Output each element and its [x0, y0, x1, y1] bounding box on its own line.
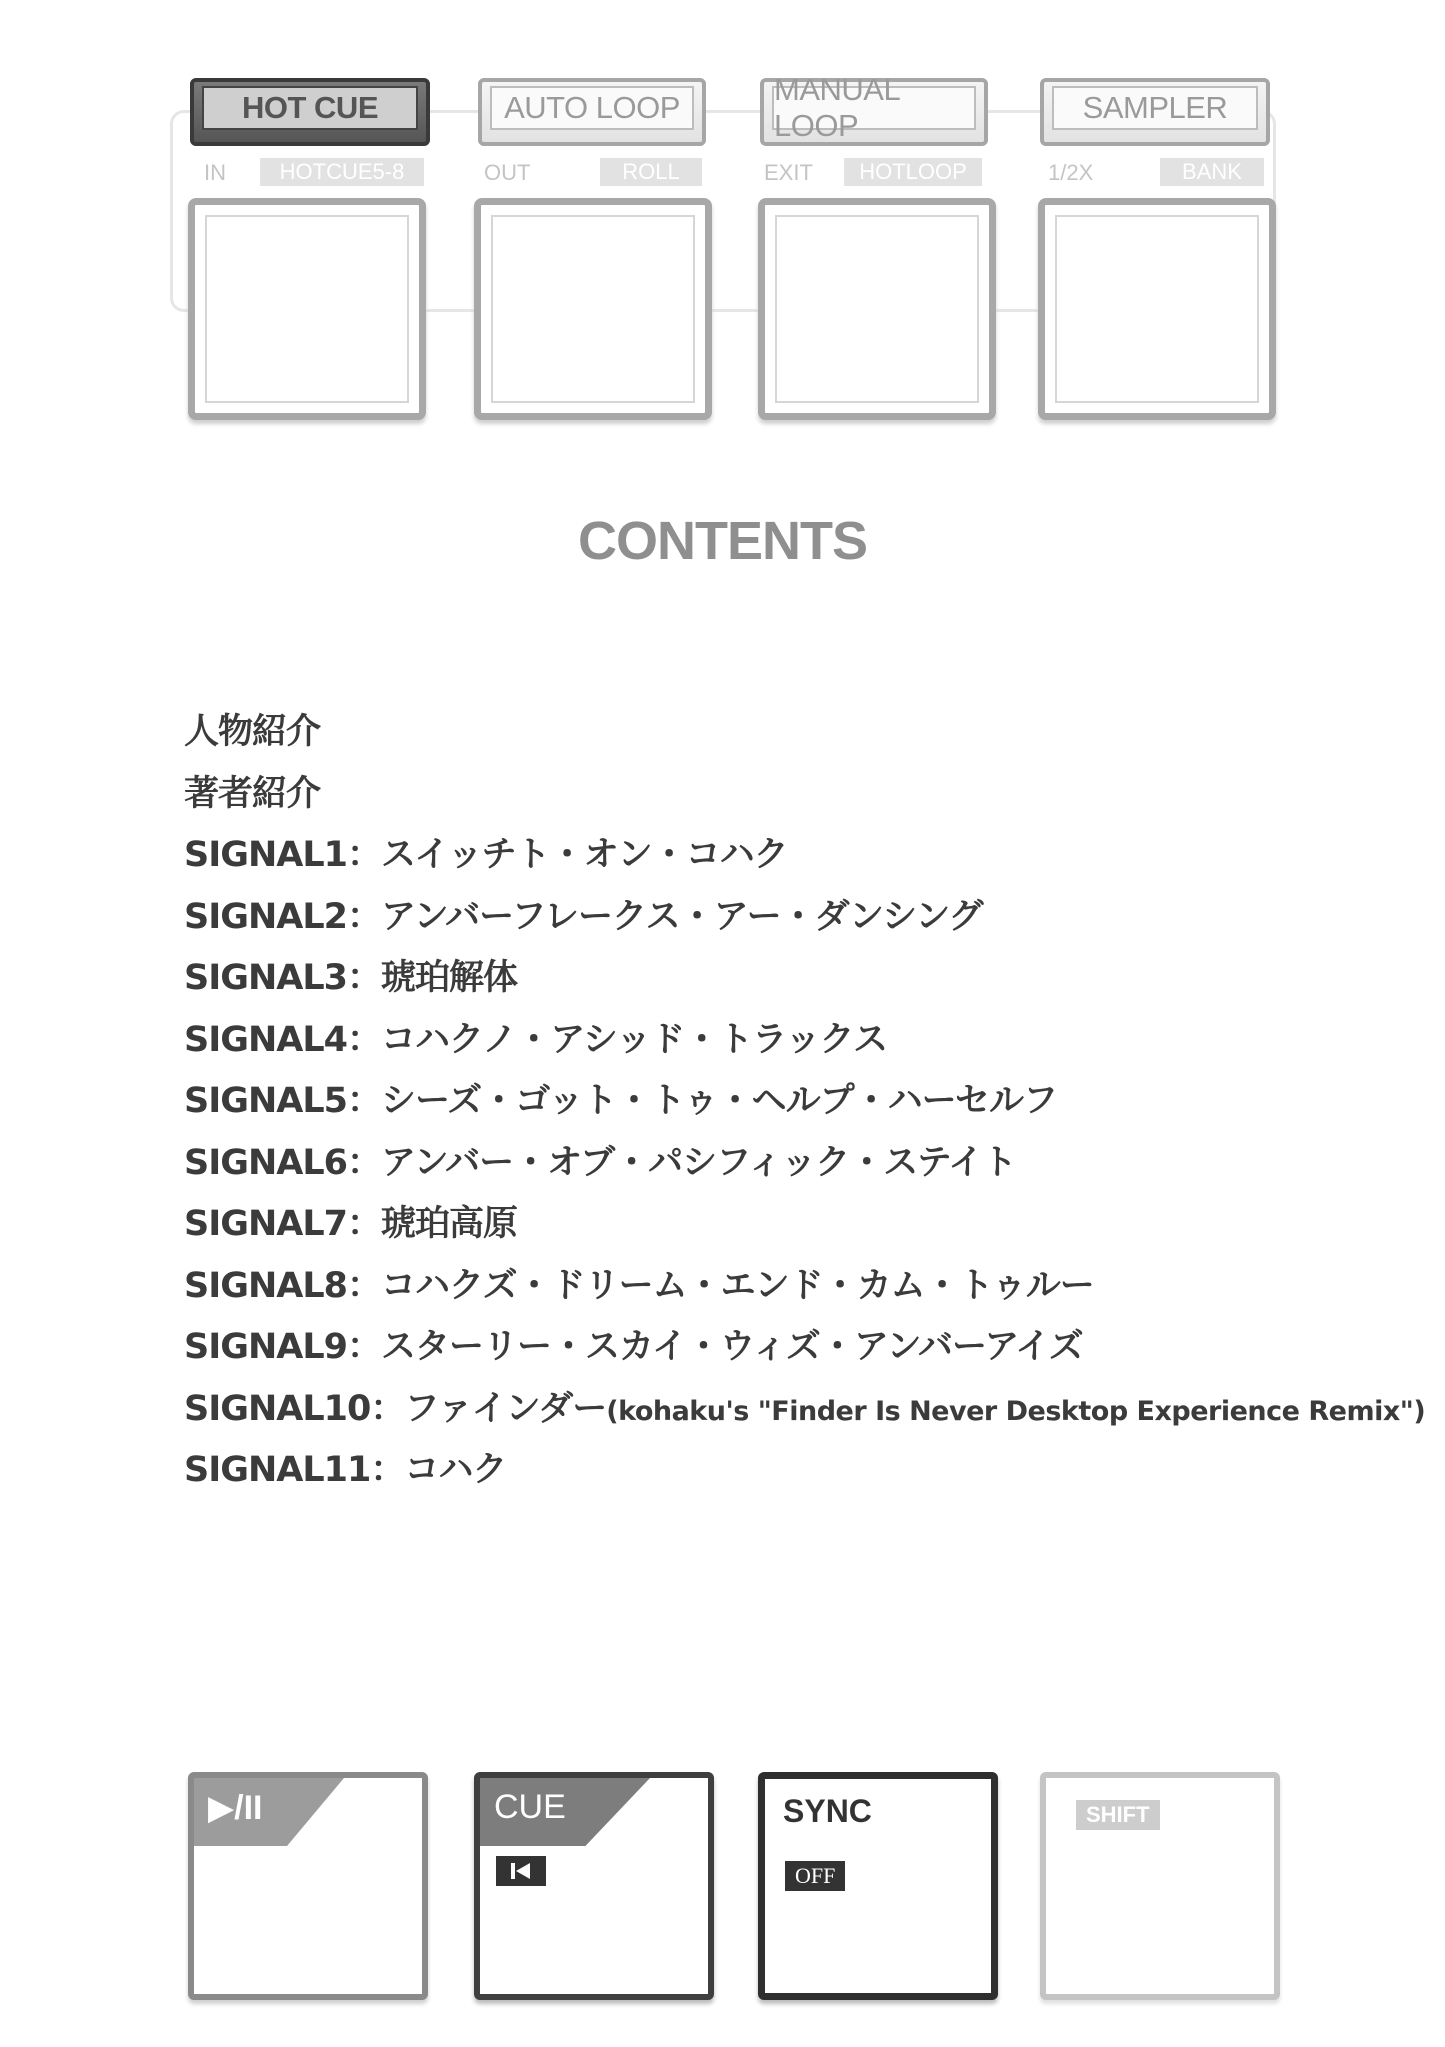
pad-surface: [1055, 215, 1259, 403]
pad2-sub-label: OUT: [484, 160, 531, 185]
sampler-button[interactable]: [1040, 78, 1270, 146]
toc-item: SIGNAL6：アンバー・オブ・パシフィック・ステイト: [184, 1142, 1017, 1183]
toc-item-10-main: SIGNAL10：ファインダー: [184, 1388, 607, 1429]
performance-pad-3[interactable]: [758, 198, 996, 420]
pad-surface: [491, 215, 695, 403]
sampler-label: SAMPLER: [1052, 86, 1258, 130]
pad4-sub-label: 1/2X: [1048, 160, 1094, 185]
sync-button[interactable]: [758, 1772, 998, 2000]
pad2-shift-label: ROLL: [600, 158, 702, 186]
pad1-shift-label: HOTCUE5-8: [260, 158, 424, 186]
toc-item: SIGNAL1：スイッチト・オン・コハク: [184, 835, 788, 875]
play-pause-label: ▶/II: [208, 1789, 263, 1827]
toc-item: SIGNAL2：アンバーフレークス・アー・ダンシング: [184, 896, 983, 937]
toc-item: 人物紹介: [184, 712, 321, 752]
performance-pad-2[interactable]: [474, 198, 712, 420]
toc-item-10-subtitle: (kohaku's "Finder Is Never Desktop Experience Remix"): [606, 1395, 1426, 1427]
pad3-sub-label: EXIT: [764, 160, 813, 185]
skip-back-icon: [496, 1856, 546, 1886]
cue-label: CUE: [494, 1788, 566, 1826]
toc-item: 著者紹介: [184, 773, 321, 814]
pad1-sub-label: IN: [204, 160, 226, 185]
toc-item: SIGNAL7：琥珀高原: [184, 1204, 517, 1244]
toc-item: SIGNAL9：スターリー・スカイ・ウィズ・アンバーアイズ: [184, 1327, 1083, 1367]
pad-surface: [205, 215, 409, 403]
sync-label: SYNC: [783, 1793, 872, 1829]
cue-button[interactable]: [474, 1772, 714, 2000]
hot-cue-label: HOT CUE: [202, 86, 418, 130]
toc-item: SIGNAL4：コハクノ・アシッド・トラックス: [184, 1019, 888, 1060]
toc-item: SIGNAL5：シーズ・ゴット・トゥ・ヘルプ・ハーセルフ: [184, 1081, 1057, 1121]
performance-pad-1[interactable]: [188, 198, 426, 420]
pad4-shift-label: BANK: [1160, 158, 1264, 186]
manual-loop-label: MANUAL LOOP: [772, 86, 976, 130]
pad-surface: [775, 215, 979, 403]
shift-label: SHIFT: [1076, 1800, 1160, 1830]
toc-item-10: [184, 1379, 1425, 1441]
toc-item: SIGNAL3：琥珀解体: [184, 958, 517, 998]
hot-cue-button[interactable]: [190, 78, 430, 146]
table-of-contents: [184, 702, 1425, 1502]
play-pause-button[interactable]: [188, 1772, 428, 2000]
manual-loop-button[interactable]: [760, 72, 988, 146]
toc-item-11: SIGNAL11：コハク: [184, 1450, 507, 1490]
sync-status-badge: OFF: [785, 1861, 845, 1891]
page-title: CONTENTS: [578, 511, 867, 571]
auto-loop-button[interactable]: [478, 78, 706, 146]
auto-loop-label: AUTO LOOP: [490, 86, 694, 130]
toc-item: SIGNAL8：コハクズ・ドリーム・エンド・カム・トゥルー: [184, 1265, 1094, 1306]
shift-button[interactable]: [1040, 1772, 1280, 2000]
pad3-shift-label: HOTLOOP: [844, 158, 982, 186]
performance-pad-4[interactable]: [1038, 198, 1276, 420]
